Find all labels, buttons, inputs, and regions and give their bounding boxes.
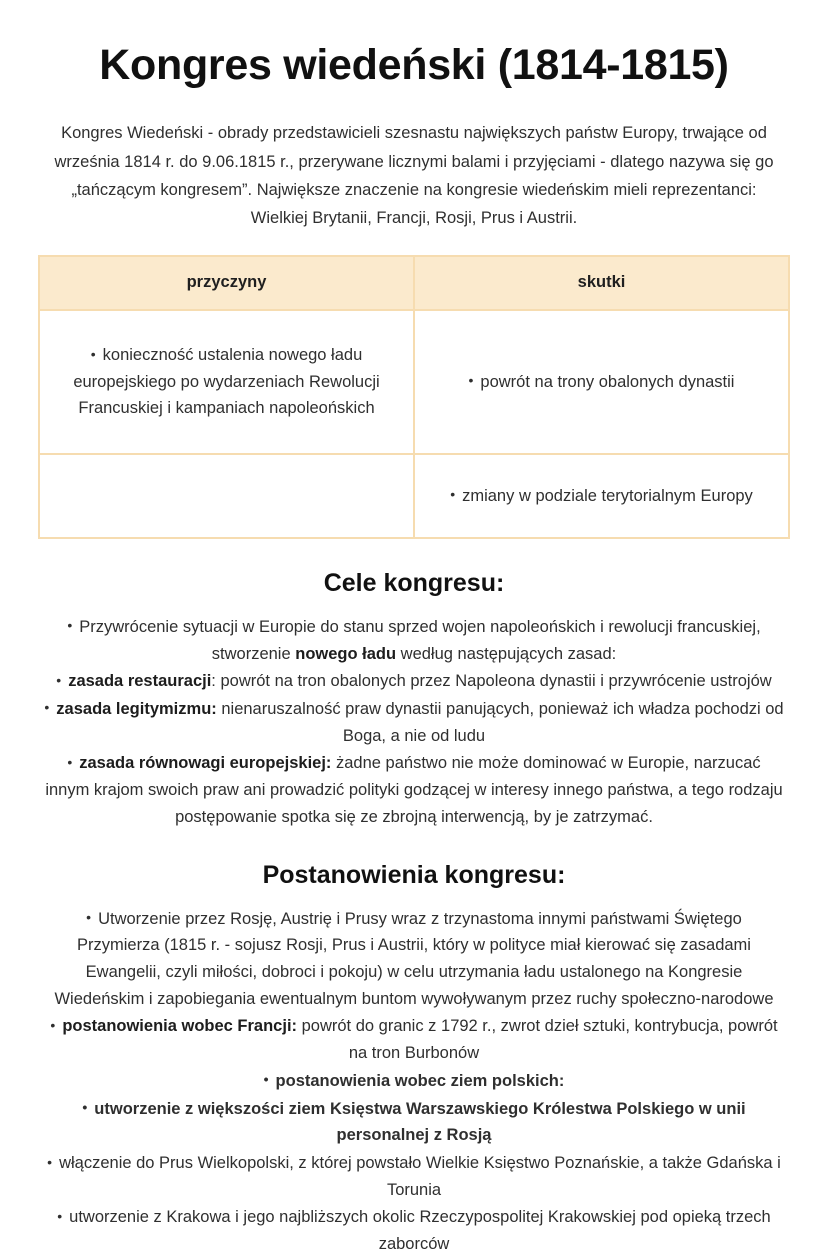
cell-effects-2: [414, 454, 789, 538]
list-item-emphasis: zasada restauracji: [68, 672, 212, 691]
cell-list: [54, 342, 399, 421]
bullet-icon: •: [468, 372, 474, 389]
bullet-icon: •: [90, 345, 96, 362]
list-item: [429, 483, 774, 509]
goals-heading: Cele kongresu:: [323, 568, 505, 597]
list-item-label: według następujących zasad:: [396, 644, 617, 663]
cell-list: [429, 369, 774, 395]
intro-paragraph: Kongres Wiedeński - obrady przedstawicieli szesnastu największych państw Europy, trwające od września 1814 r. do 9.06.1815 r., przerywane licznymi balami i przyjęciami - dlatego nazywa się go „tańczącym kongresem”. Największe znaczenie na kongresie wiedeńskim mieli reprezentanci: Wielkiej Brytanii, Francji, Rosji, Prus i Austrii.: [54, 124, 774, 228]
list-item-label: żadne państwo nie może dominować w Europie, narzucać innym krajom swoich praw ani prowadzić polityki godzącej w interesy innego państwa, a tego rodzaju postępowanie spotka się ze zbrojną interwencją, by je zatrzymać.: [45, 754, 783, 826]
list-item-label: zmiany w podziale terytorialnym Europy: [462, 486, 753, 505]
cell-list: [429, 483, 774, 509]
list-item-emphasis: nowego ładu: [295, 644, 397, 663]
list-item: [44, 906, 784, 1013]
resolutions-heading: Postanowienia kongresu:: [262, 860, 566, 889]
list-item: [429, 369, 774, 395]
list-item: [44, 750, 784, 830]
causes-effects-table: [38, 255, 790, 539]
list-item-label: konieczność ustalenia nowego ładu europejskiego po wydarzeniach Rewolucji Francuskiej i kampaniach napoleońskich: [73, 346, 380, 417]
goals-list: [38, 614, 790, 831]
list-item: [44, 1204, 784, 1257]
table-header-row: [39, 256, 789, 310]
list-item-label: : powrót na tron obalonych przez Napoleona dynastii i przywrócenie ustrojów: [211, 672, 772, 691]
table-row: [39, 310, 789, 454]
resolutions-section: [38, 861, 790, 1258]
list-item-label: włączenie do Prus Wielkopolski, z której powstało Wielkie Księstwo Poznańskie, a także Gdańska i Torunia: [59, 1154, 781, 1199]
bullet-icon: •: [86, 909, 92, 926]
list-item: [44, 1013, 784, 1066]
table-row: [39, 454, 789, 538]
cell-causes-1: [39, 310, 414, 454]
bullet-icon: •: [44, 699, 50, 716]
resolutions-list: [38, 906, 790, 1258]
page-title: Kongres wiedeński (1814-1815): [99, 41, 729, 89]
list-item: [44, 696, 784, 749]
bullet-icon: •: [47, 1153, 53, 1170]
cell-causes-2-empty: [39, 454, 414, 538]
list-item-label: powrót do granic z 1792 r., zwrot dzieł sztuki, kontrybucja, powrót na tron Burbonów: [297, 1017, 778, 1063]
column-header-causes: przyczyny: [39, 256, 414, 310]
list-item-label: Przywrócenie sytuacji w Europie do stanu sprzed wojen napoleońskich i rewolucji francuskiej, stworzenie: [79, 617, 761, 663]
bullet-icon: •: [57, 1207, 63, 1224]
list-item-emphasis: postanowienia wobec ziem polskich:: [275, 1071, 565, 1090]
list-item-label: Utworzenie przez Rosję, Austrię i Prusy wraz z trzynastoma innymi państwami Świętego Przymierza (1815 r. - sojusz Rosji, Prus i Austrii, który w polityce miał kierować się zasadami Ewangelii, czyli miłości, dobroci i pokoju) w celu utrzymania ładu ustalonego na Kongresie Wiedeńskim i zapobiegania ewentualnym buntom wywoływanym przez ruchy społeczno-narodowe: [54, 909, 774, 1008]
goals-section: [38, 569, 790, 831]
list-item-label: nienaruszalność praw dynastii panujących, ponieważ ich władza pochodzi od Boga, a nie od ludu: [216, 699, 784, 745]
bullet-icon: •: [82, 1099, 88, 1116]
list-item: [44, 1150, 784, 1203]
list-item: [44, 614, 784, 667]
bullet-icon: •: [450, 486, 456, 503]
list-item: [44, 1068, 784, 1095]
bullet-icon: •: [67, 617, 73, 634]
column-header-effects: skutki: [414, 256, 789, 310]
bullet-icon: •: [50, 1016, 56, 1033]
bullet-icon: •: [56, 671, 62, 688]
list-item-emphasis: zasada równowagi europejskiej:: [79, 754, 332, 773]
list-item: [44, 1096, 784, 1149]
list-item-label: powrót na trony obalonych dynastii: [480, 372, 735, 391]
bullet-icon: •: [67, 753, 73, 770]
cell-effects-1: [414, 310, 789, 454]
list-item-emphasis: utworzenie z większości ziem Księstwa Warszawskiego Królestwa Polskiego w unii personalnej z Rosją: [94, 1099, 746, 1145]
table-body: [39, 310, 789, 538]
list-item: [54, 342, 399, 421]
list-item-emphasis: postanowienia wobec Francji:: [62, 1017, 298, 1036]
list-item-emphasis: zasada legitymizmu:: [56, 699, 217, 718]
list-item-label: utworzenie z Krakowa i jego najbliższych okolic Rzeczypospolitej Krakowskiej pod opieką trzech zaborców: [69, 1208, 771, 1254]
bullet-icon: •: [263, 1071, 269, 1088]
table-head: [39, 256, 789, 310]
list-item: [44, 668, 784, 695]
